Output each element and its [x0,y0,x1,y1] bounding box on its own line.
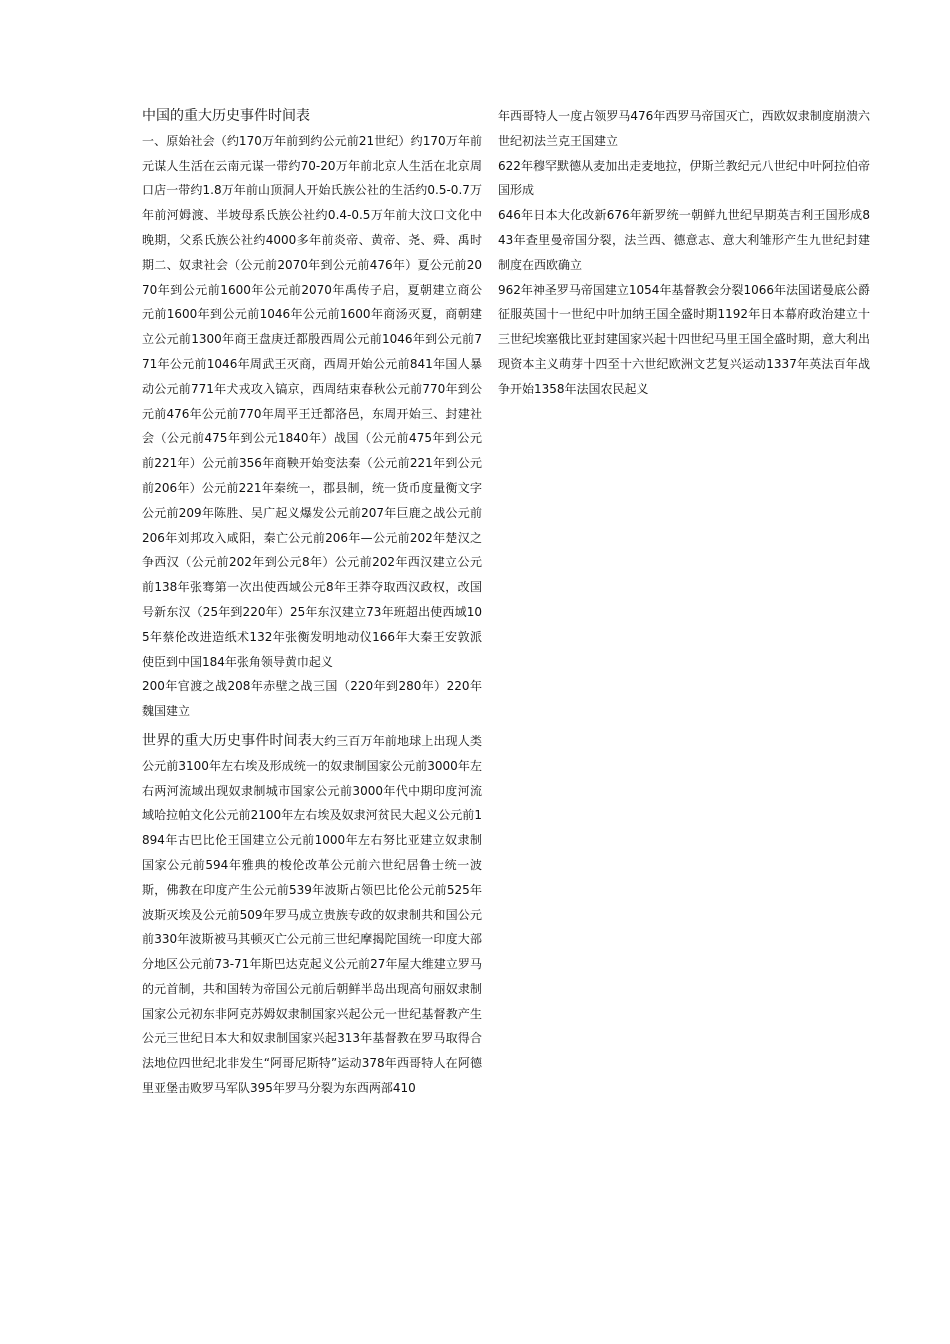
world-section [142,729,482,1101]
right-column [498,104,870,402]
china-timeline-title: 中国的重大历史事件时间表 [142,108,310,124]
right-paragraph-2: 622年穆罕默德从麦加出走麦地拉，伊斯兰教纪元八世纪中叶阿拉伯帝国形成 [498,158,870,198]
left-column [142,104,482,1101]
right-paragraph-4: 962年神圣罗马帝国建立1054年基督教会分裂1066年法国诺曼底公爵征服英国十一世纪中叶加纳王国全盛时期1192年日本幕府政治建立十三世纪埃塞俄比亚封建国家兴起十四世纪马里王国全盛时期，意大利出现资本主义萌芽十四至十六世纪欧洲文艺复兴运动1337年英法百年战争开始1358年法国农民起义 [498,282,871,396]
china-timeline-body: 一、原始社会（约170万年前到约公元前21世纪）约170万年前元谋人生活在云南元谋一带约70-20万年前北京人生活在北京周口店一带约1.8万年前山顶洞人开始氏族公社的生活约0.5-0.7万年前河姆渡、半坡母系氏族公社约0.4-0.5万年前大汶口文化中晚期，父系氏族公社约4000多年前炎帝、黄帝、尧、舜、禹时期二、奴隶社会（公元前2070年到公元前476年）夏公元前2070年到公元前1600年公元前2070年禹传子启，夏朝建立商公元前1600年到公元前1046年公元前1600年商汤灭夏，商朝建立公元前1300年商王盘庚迁都殷西周公元前1046年到公元前771年公元前1046年周武王灭商，西周开始公元前841年国人暴动公元前771年犬戎攻入镐京，西周结束春秋公元前770年到公元前476年公元前770年周平王迁都洛邑，东周开始三、封建社会（公元前475年到公元1840年）战国（公元前475年到公元前221年）公元前356年商鞅开始变法秦（公元前221年到公元前206年）公元前221年秦统一，郡县制，统一货币度量衡文字公元前209年陈胜、吴广起义爆发公元前207年巨鹿之战公元前206年刘邦攻入咸阳，秦亡公元前206年—公元前202年楚汉之争西汉（公元前202年到公元8年）公元前202年西汉建立公元前138年张骞第一次出使西域公元8年王莽夺取西汉政权，改国号新东汉（25年到220年）25年东汉建立73年班超出使西域105年蔡伦改进造纸术132年张衡发明地动仪166年大秦王安敦派使臣到中国184年张角领导黄巾起义 [142,133,482,669]
china-timeline-body-2: 200年官渡之战208年赤壁之战三国（220年到280年）220年魏国建立 [142,679,482,719]
right-paragraph-1: 年西哥特人一度占领罗马476年西罗马帝国灭亡，西欧奴隶制度崩溃六世纪初法兰克王国建立 [498,109,870,148]
world-timeline-title: 世界的重大历史事件时间表 [142,732,312,749]
world-timeline-body: 大约三百万年前地球上出现人类公元前3100年左右埃及形成统一的奴隶制国家公元前3000年左右两河流域出现奴隶制城市国家公元前3000年代中期印度河流域哈拉帕文化公元前2100年左右埃及奴隶河贫民大起义公元前1894年古巴比伦王国建立公元前1000年左右努比亚建立奴隶制国家公元前594年雅典的梭伦改革公元前六世纪居鲁士统一波斯，佛教在印度产生公元前539年波斯占领巴比伦公元前525年波斯灭埃及公元前509年罗马成立贵族专政的奴隶制共和国公元前330年波斯被马其顿灭亡公元前三世纪摩揭陀国统一印度大部分地区公元前73-71年斯巴达克起义公元前27年屋大维建立罗马的元首制，共和国转为帝国公元前后朝鲜半岛出现高句丽奴隶制国家公元初东非阿克苏姆奴隶制国家兴起公元一世纪基督教产生公元三世纪日本大和奴隶制国家兴起313年基督教在罗马取得合法地位四世纪北非发生“阿哥尼斯特”运动378年西哥特人在阿德里亚堡击败罗马军队395年罗马分裂为东西两部410 [142,733,482,1096]
right-paragraph-3: 646年日本大化改新676年新罗统一朝鲜九世纪早期英吉利王国形成843年查里曼帝国分裂，法兰西、德意志、意大利雏形产生九世纪封建制度在西欧确立 [498,208,870,272]
china-section [142,104,482,674]
